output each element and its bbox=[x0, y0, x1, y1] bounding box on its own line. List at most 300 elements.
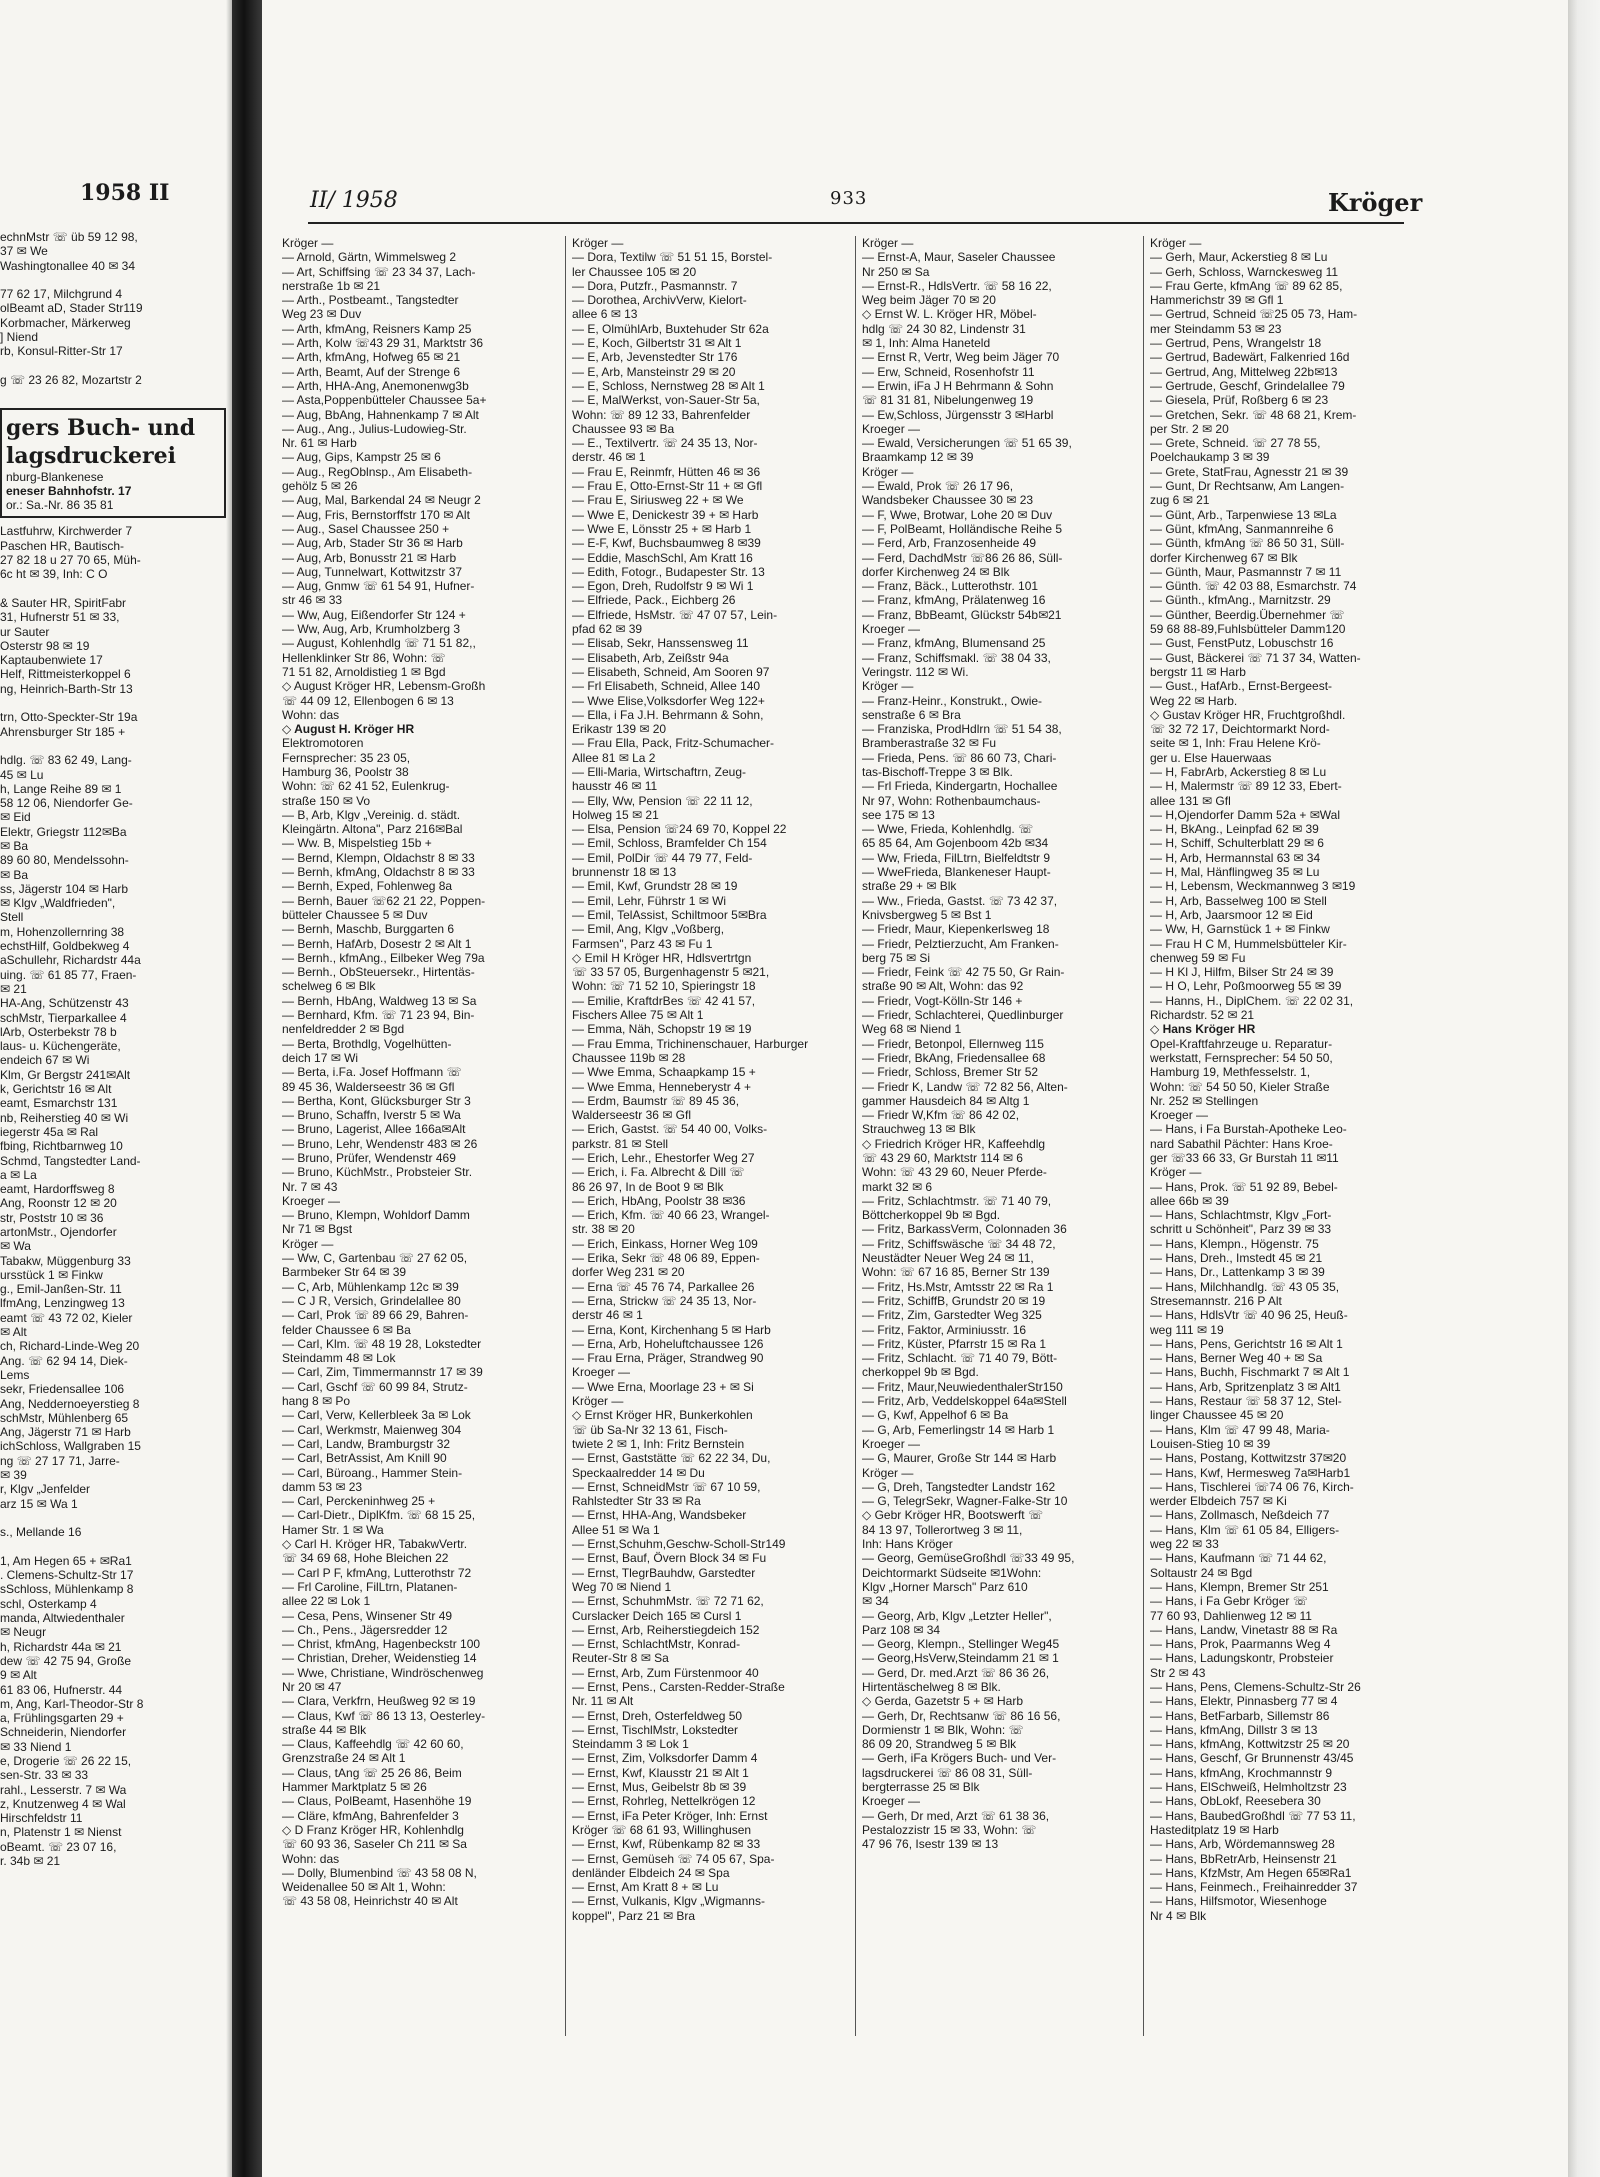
directory-entry: — Ella, i Fa J.H. Behrmann & Sohn, bbox=[572, 707, 764, 722]
directory-entry: 27 82 18 u 27 70 65, Müh- bbox=[0, 553, 141, 568]
directory-entry: — Fritz, Maur,NeuwiedenthalerStr150 bbox=[862, 1379, 1063, 1394]
directory-entry: see 175 ✉ 13 bbox=[862, 807, 935, 822]
page-number: 933 bbox=[830, 188, 868, 209]
directory-entry: — Hans, kfmAng, Kottwitzstr 25 ✉ 20 bbox=[1150, 1737, 1350, 1752]
directory-entry: Nr 250 ✉ Sa bbox=[862, 264, 930, 279]
directory-entry: — Hans, ObLokf, Reesebera 30 bbox=[1150, 1794, 1321, 1809]
directory-entry: — Hans, Landw, Vinetastr 88 ✉ Ra bbox=[1150, 1622, 1338, 1637]
directory-entry: — Ernst, Bauf, Övern Block 34 ✉ Fu bbox=[572, 1551, 767, 1566]
directory-entry: bütteler Chaussee 5 ✉ Duv bbox=[282, 907, 428, 922]
directory-entry: — Günth., kfmAng., Marnitzstr. 29 bbox=[1150, 593, 1331, 608]
directory-entry: derstr. 46 ✉ 1 bbox=[572, 450, 646, 465]
directory-entry: ◇ Gustav Kröger HR, Fruchtgroßhdl. bbox=[1150, 707, 1346, 722]
directory-entry: — Arth, Kolw ☏43 29 31, Marktstr 36 bbox=[282, 336, 484, 351]
directory-entry: — Bernh, kfmAng, Oldachstr 8 ✉ 33 bbox=[282, 865, 475, 880]
directory-entry: — Carl, Zim, Timmermannstr 17 ✉ 39 bbox=[282, 1365, 483, 1380]
directory-entry: straße 150 ✉ Vo bbox=[282, 793, 371, 808]
directory-entry: ☏ üb Sa-Nr 32 13 61, Fisch- bbox=[572, 1422, 728, 1437]
directory-entry: ☏ 43 29 60, Marktstr 114 ✉ 6 bbox=[862, 1151, 1023, 1165]
directory-entry: Hamburg 19, Methfesselstr. 1, bbox=[1150, 1065, 1311, 1080]
directory-entry: — Erika, Sekr ☏ 48 06 89, Eppen- bbox=[572, 1251, 760, 1266]
directory-entry: ◇ Ernst W. L. Kröger HR, Möbel- bbox=[862, 307, 1037, 322]
directory-entry bbox=[0, 387, 226, 401]
directory-entry: — H, Mal, Hänflingweg 35 ✉ Lu bbox=[1150, 865, 1320, 880]
directory-entry: — Wwe Elise,Volksdorfer Weg 122+ bbox=[572, 693, 765, 708]
directory-entry: — Christ, kfmAng, Hagenbeckstr 100 bbox=[282, 1637, 481, 1652]
left-page-column bbox=[0, 230, 226, 1868]
directory-entry: — Gertrude, Geschf, Grindelallee 79 bbox=[1150, 378, 1345, 393]
directory-entry: Inh: Hans Kröger bbox=[862, 1537, 953, 1552]
directory-entry: — Erich, Lehr., Ehestorfer Weg 27 bbox=[572, 1151, 755, 1165]
directory-entry: Böttcherkoppel 9b ✉ Bgd. bbox=[862, 1208, 1001, 1223]
directory-column-2 bbox=[572, 236, 840, 1923]
directory-entry: — Hans, Ladungskontr, Probsteier bbox=[1150, 1651, 1334, 1666]
directory-entry: Klgv „Horner Marsch" Parz 610 bbox=[862, 1579, 1028, 1594]
directory-entry: — Elly, Ww, Pension ☏ 22 11 12, bbox=[572, 793, 753, 808]
directory-entry: — H,Ojendorfer Damm 52a + ✉Wal bbox=[1150, 807, 1341, 822]
directory-entry: — Hans, Postang, Kottwitzstr 37✉20 bbox=[1150, 1451, 1347, 1466]
directory-entry: 58 12 06, Niendorfer Ge- bbox=[0, 796, 133, 811]
directory-entry: — Ernst, Vulkanis, Klgv „Wigmanns- bbox=[572, 1894, 765, 1909]
surname-heading: Kröger — bbox=[862, 1465, 914, 1480]
directory-entry: — H Kl J, Hilfm, Bilser Str 24 ✉ 39 bbox=[1150, 965, 1334, 980]
directory-entry: Lems bbox=[0, 1367, 30, 1382]
directory-entry: — Ww. B, Mispelstieg 15b + bbox=[282, 836, 432, 851]
ad-title: gers Buch- und bbox=[6, 414, 196, 441]
directory-entry: lfmAng, Lenzingweg 13 bbox=[0, 1296, 125, 1311]
directory-entry: straße 44 ✉ Blk bbox=[282, 1722, 367, 1737]
surname-heading: Kröger — bbox=[862, 679, 914, 694]
directory-entry: — Gust, Bäckerei ☏ 71 37 34, Watten- bbox=[1150, 650, 1361, 665]
directory-entry: nard Sabathil Pächter: Hans Kroe- bbox=[1150, 1136, 1333, 1151]
directory-entry: — G, Arb, Femerlingstr 14 ✉ Harb 1 bbox=[862, 1422, 1055, 1437]
directory-entry: straße 29 + ✉ Blk bbox=[862, 879, 957, 894]
directory-entry: — E, Arb, Jevenstedter Str 176 bbox=[572, 350, 738, 365]
directory-entry: — Clara, Verkfrn, Heußweg 92 ✉ 19 bbox=[282, 1694, 476, 1709]
directory-entry: ler Chaussee 105 ✉ 20 bbox=[572, 264, 697, 279]
directory-entry: ✉ Alt bbox=[0, 1325, 27, 1340]
directory-entry: ✉ Ba bbox=[0, 838, 29, 853]
directory-entry bbox=[0, 1511, 226, 1525]
directory-entry: — Gerh, Dr med, Arzt ☏ 61 38 36, bbox=[862, 1808, 1050, 1823]
directory-entry: — Wwe Emma, Henneberystr 4 + bbox=[572, 1079, 752, 1094]
directory-entry: Klm, Gr Bergstr 241✉Alt bbox=[0, 1067, 131, 1082]
directory-entry: — Gust, FenstPutz, Lobuschstr 16 bbox=[1150, 636, 1334, 651]
directory-entry bbox=[0, 359, 226, 373]
directory-entry: trn, Otto-Speckter-Str 19a bbox=[0, 710, 138, 725]
directory-entry: Veringstr. 112 ✉ Wi. bbox=[862, 664, 969, 679]
directory-entry: — Carl, BetrAssist, Am Knill 90 bbox=[282, 1451, 447, 1466]
directory-entry: Wohn: ☏ 71 52 10, Spieringstr 18 bbox=[572, 979, 756, 994]
directory-entry: — Wwe Emma, Schaapkamp 15 + bbox=[572, 1065, 756, 1080]
directory-entry: allee 22 ✉ Lok 1 bbox=[282, 1594, 371, 1609]
directory-entry: . Clemens-Schultz-Str 17 bbox=[0, 1568, 134, 1583]
directory-entry: — Hans, Elektr, Pinnasberg 77 ✉ 4 bbox=[1150, 1694, 1338, 1709]
directory-entry: — H, Arb, Basselweg 100 ✉ Stell bbox=[1150, 893, 1327, 908]
directory-entry: — Arth, HHA-Ang, Anemonenwg3b bbox=[282, 378, 469, 393]
directory-entry: — Gust., HafArb., Ernst-Bergeest- bbox=[1150, 679, 1333, 694]
directory-entry: — Friedr, Schloss, Bremer Str 52 bbox=[862, 1065, 1039, 1080]
directory-entry: seite ✉ 1, Inh: Frau Helene Krö- bbox=[1150, 736, 1321, 751]
directory-entry: — Fritz, Faktor, Arminiusstr. 16 bbox=[862, 1322, 1027, 1337]
directory-entry: — Dorothea, ArchivVerw, Kielort- bbox=[572, 293, 747, 308]
directory-entry: HA-Ang, Schützenstr 43 bbox=[0, 996, 129, 1011]
directory-entry: Kaptaubenwiete 17 bbox=[0, 653, 103, 668]
directory-entry: eamt, Esmarchstr 131 bbox=[0, 1096, 118, 1111]
directory-entry: — Erna, Arb, Hoheluftchaussee 126 bbox=[572, 1336, 764, 1351]
directory-entry: — Giesela, Prüf, Roßberg 6 ✉ 23 bbox=[1150, 393, 1329, 408]
directory-entry: — C J R, Versich, Grindelallee 80 bbox=[282, 1293, 461, 1308]
directory-entry: ◇ Gebr Kröger HR, Bootswerft ☏ bbox=[862, 1508, 1043, 1523]
directory-entry: — Claus, tAng ☏ 25 26 86, Beim bbox=[282, 1765, 462, 1780]
directory-entry: damm 53 ✉ 23 bbox=[282, 1479, 363, 1494]
directory-entry: ✉ Wa bbox=[0, 1239, 31, 1254]
directory-entry: aSchullehr, Richardstr 44a bbox=[0, 953, 141, 968]
directory-entry: — Carl P F, kfmAng, Lutterothstr 72 bbox=[282, 1565, 472, 1580]
directory-entry: — Cläre, kfmAng, Bahrenfelder 3 bbox=[282, 1808, 459, 1823]
directory-entry: senstraße 6 ✉ Bra bbox=[862, 707, 961, 722]
directory-entry: — WweFrieda, Blankeneser Haupt- bbox=[862, 865, 1051, 880]
directory-entry: — Eddie, MaschSchl, Am Kratt 16 bbox=[572, 550, 753, 565]
directory-entry: — Hans, BbRetrArb, Heinsenstr 21 bbox=[1150, 1851, 1337, 1866]
directory-entry: — Bernhard, Kfm. ☏ 71 23 94, Bin- bbox=[282, 1008, 475, 1023]
directory-entry: — Hans, HdlsVtr ☏ 40 96 25, Heuß- bbox=[1150, 1308, 1348, 1323]
directory-entry: — Ernst, Kwf, Klausstr 21 ✉ Alt 1 bbox=[572, 1765, 749, 1780]
directory-entry: — Bruno, Schaffn, Iverstr 5 ✉ Wa bbox=[282, 1108, 461, 1123]
directory-entry: — Aug, Tunnelwart, Kottwitzstr 37 bbox=[282, 564, 463, 579]
directory-entry: — Frau E, Otto-Ernst-Str 11 + ✉ Gfl bbox=[572, 479, 763, 494]
directory-entry: allee 66b ✉ 39 bbox=[1150, 1193, 1229, 1208]
directory-entry: — Wwe E, Lönsstr 25 + ✉ Harb 1 bbox=[572, 521, 752, 536]
directory-entry: Rahlstedter Str 33 ✉ Ra bbox=[572, 1494, 701, 1509]
directory-entry: 45 ✉ Lu bbox=[0, 767, 44, 782]
directory-entry: — Claus, Kwf ☏ 86 13 13, Oesterley- bbox=[282, 1708, 486, 1723]
directory-entry: — Hans, Hilfsmotor, Wiesenhoge bbox=[1150, 1894, 1327, 1909]
directory-entry: ng ☏ 27 17 71, Jarre- bbox=[0, 1453, 120, 1468]
directory-entry: — Hans, ElSchweiß, Helmholtzstr 23 bbox=[1150, 1780, 1347, 1795]
directory-entry: — Ew,Schloss, Jürgensstr 3 ✉Harbl bbox=[862, 407, 1054, 422]
directory-entry: Korbmacher, Märkerweg bbox=[0, 315, 131, 330]
directory-entry: — Hans, Klempn., Högenstr. 75 bbox=[1150, 1236, 1319, 1251]
directory-entry: — Carl, Gschf ☏ 60 99 84, Strutz- bbox=[282, 1379, 468, 1394]
directory-entry: Wandsbeker Chaussee 30 ✉ 23 bbox=[862, 493, 1034, 508]
directory-entry: — Friedr, Pelztierzucht, Am Franken- bbox=[862, 936, 1059, 951]
directory-entry: ✉ Klgv „Waldfrieden", bbox=[0, 896, 116, 911]
directory-entry: — Ernst, Mus, Geibelstr 8b ✉ 39 bbox=[572, 1780, 747, 1795]
directory-entry: schelweg 6 ✉ Blk bbox=[282, 979, 376, 994]
directory-entry: — Cesa, Pens, Winsener Str 49 bbox=[282, 1608, 453, 1623]
directory-entry: — Hans, Berner Weg 40 + ✉ Sa bbox=[1150, 1351, 1323, 1366]
directory-entry: — Erna, Kont, Kirchenhang 5 ✉ Harb bbox=[572, 1322, 771, 1337]
directory-entry: — Claus, PolBeamt, Hasenhöhe 19 bbox=[282, 1794, 472, 1809]
directory-entry: ✉ 39 bbox=[0, 1468, 27, 1483]
directory-entry: — Gertrud, Schneid ☏25 05 73, Ham- bbox=[1150, 307, 1358, 322]
directory-entry: berg 75 ✉ Si bbox=[862, 950, 931, 965]
surname-heading: Kroeger — bbox=[862, 622, 921, 637]
page-header-right: Kröger bbox=[1328, 188, 1423, 217]
directory-entry: — Ww., Frieda, Gastst. ☏ 73 42 37, bbox=[862, 893, 1058, 908]
directory-entry: dorfer Kirchenweg 24 ✉ Blk bbox=[862, 564, 1010, 579]
directory-entry: Holweg 15 ✉ 21 bbox=[572, 807, 659, 822]
directory-entry: — Hans, kfmAng, Krochmannstr 9 bbox=[1150, 1765, 1333, 1780]
directory-entry: Nr 4 ✉ Blk bbox=[1150, 1908, 1207, 1923]
directory-entry: — Carl, Perckeninhweg 25 + bbox=[282, 1494, 436, 1509]
directory-entry: Nr. 11 ✉ Alt bbox=[572, 1694, 634, 1709]
directory-entry: parkstr. 81 ✉ Stell bbox=[572, 1136, 669, 1151]
directory-entry: — H O, Lehr, Poßmoorweg 55 ✉ 39 bbox=[1150, 979, 1342, 994]
directory-entry: schritt u Schönheit", Parz 39 ✉ 33 bbox=[1150, 1222, 1332, 1237]
surname-heading: Kroeger — bbox=[1150, 1108, 1209, 1123]
directory-entry: — Erich, Gastst. ☏ 54 40 00, Volks- bbox=[572, 1122, 768, 1137]
directory-entry: — Hans, Schlachtmstr, Klgv „Fort- bbox=[1150, 1208, 1332, 1223]
directory-entry: dorfer Kirchenweg 67 ✉ Blk bbox=[1150, 550, 1298, 565]
directory-entry: — Hans, Dreh., Imstedt 45 ✉ 21 bbox=[1150, 1251, 1323, 1266]
directory-entry: — Christian, Dreher, Weidenstieg 14 bbox=[282, 1651, 477, 1666]
directory-entry: — Hans, Tischlerei ☏74 06 76, Kirch- bbox=[1150, 1479, 1354, 1494]
directory-entry: — Emil, Ang, Klgv „Voßberg, bbox=[572, 922, 725, 937]
directory-entry: — Ernst,Schuhm,Geschw-Scholl-Str149 bbox=[572, 1537, 786, 1552]
left-page-header: 1958 II bbox=[80, 180, 170, 206]
directory-entry: m, Hohenzollernring 38 bbox=[0, 924, 125, 939]
directory-entry: — Aug, Fris, Bernstorffstr 170 ✉ Alt bbox=[282, 507, 470, 522]
directory-entry: ✉ Eid bbox=[0, 810, 31, 825]
directory-entry: ◇ Carl H. Kröger HR, TabakwVertr. bbox=[282, 1537, 468, 1552]
directory-entry: — Ww, Aug, Eißendorfer Str 124 + bbox=[282, 607, 466, 622]
directory-entry: — G, Dreh, Tangstedter Landstr 162 bbox=[862, 1479, 1056, 1494]
directory-entry: — Ch., Pens., Jägersredder 12 bbox=[282, 1622, 448, 1637]
directory-entry: sen-Str. 33 ✉ 33 bbox=[0, 1768, 89, 1783]
directory-entry: ur Sauter bbox=[0, 624, 50, 639]
directory-entry: eamt, Hardorffsweg 8 bbox=[0, 1182, 115, 1197]
directory-entry: — Aug., Ang., Julius-Ludowieg-Str. bbox=[282, 421, 467, 436]
directory-entry: Dormienstr 1 ✉ Blk, Wohn: ☏ bbox=[862, 1722, 1024, 1737]
directory-entry: — Ernst, Am Kratt 8 + ✉ Lu bbox=[572, 1880, 719, 1895]
directory-entry: olBeamt aD, Stader Str119 bbox=[0, 301, 143, 316]
directory-entry: ◇ Ernst Kröger HR, Bunkerkohlen bbox=[572, 1408, 753, 1423]
directory-entry: — Fritz, Schlachtmstr. ☏ 71 40 79, bbox=[862, 1193, 1052, 1208]
directory-entry: z, Knutzenweg 4 ✉ Wal bbox=[0, 1796, 126, 1811]
directory-entry: — Hans, Prok. ☏ 51 92 89, Bebel- bbox=[1150, 1179, 1338, 1194]
directory-entry: — H, Schiff, Schulterblatt 29 ✉ 6 bbox=[1150, 836, 1324, 851]
directory-entry: — Frieda, Pens. ☏ 86 60 73, Chari- bbox=[862, 750, 1057, 765]
directory-entry: — Fritz, Zim, Garstedter Weg 325 bbox=[862, 1308, 1042, 1323]
surname-heading: Kröger — bbox=[862, 236, 914, 250]
directory-entry: — Gretchen, Sekr. ☏ 48 68 21, Krem- bbox=[1150, 407, 1357, 422]
directory-entry: Hirschfeldstr 11 bbox=[0, 1811, 83, 1826]
directory-entry: ☏ 33 57 05, Burgenhagenstr 5 ✉21, bbox=[572, 965, 770, 980]
printer-advertisement bbox=[0, 408, 226, 519]
directory-entry: — Gerh, Maur, Ackerstieg 8 ✉ Lu bbox=[1150, 250, 1328, 265]
directory-entry: Wohn: das bbox=[282, 1851, 340, 1866]
directory-entry: — Aug, Mal, Barkendal 24 ✉ Neugr 2 bbox=[282, 493, 481, 508]
directory-entry: — C, Arb, Mühlenkamp 12c ✉ 39 bbox=[282, 1279, 459, 1294]
directory-entry: Elektr, Griegstr 112✉Ba bbox=[0, 824, 127, 839]
directory-entry: Strauchweg 13 ✉ Blk bbox=[862, 1122, 976, 1137]
directory-entry: — Claus, Kaffeehdlg ☏ 42 60 60, bbox=[282, 1737, 464, 1752]
directory-entry: — Hans, kfmAng, Dillstr 3 ✉ 13 bbox=[1150, 1722, 1318, 1737]
directory-entry: Weg 22 ✉ Harb. bbox=[1150, 693, 1238, 708]
directory-entry: — Erich, Kfm. ☏ 40 66 23, Wrangel- bbox=[572, 1208, 770, 1223]
directory-entry: — B, Arb, Klgv „Vereinig. d. städt. bbox=[282, 807, 461, 822]
directory-entry bbox=[0, 696, 226, 710]
directory-entry: — Georg, Klempn., Stellinger Weg45 bbox=[862, 1637, 1060, 1652]
directory-entry: — Bertha, Kont, Glücksburger Str 3 bbox=[282, 1093, 471, 1108]
directory-entry: — E, Koch, Gilbertstr 31 ✉ Alt 1 bbox=[572, 336, 742, 351]
directory-entry: uing. ☏ 61 85 77, Fraen- bbox=[0, 967, 137, 982]
directory-entry: — Hans, Buchh, Fischmarkt 7 ✉ Alt 1 bbox=[1150, 1365, 1350, 1380]
directory-entry: dew ☏ 42 75 94, Große bbox=[0, 1653, 132, 1668]
directory-entry: Reuter-Str 8 ✉ Sa bbox=[572, 1651, 669, 1666]
directory-entry: — Hans, Kaufmann ☏ 71 44 62, bbox=[1150, 1551, 1327, 1566]
directory-entry: Ang. ☏ 62 94 14, Diek- bbox=[0, 1353, 128, 1368]
directory-entry: — Bruno, Klempn, Wohldorf Damm bbox=[282, 1208, 470, 1223]
directory-entry: — H, FabrArb, Ackerstieg 8 ✉ Lu bbox=[1150, 764, 1327, 779]
directory-entry: — Gerh, Schloss, Warnckesweg 11 bbox=[1150, 264, 1339, 279]
directory-entry: — Frau E, Siriusweg 22 + ✉ We bbox=[572, 493, 744, 508]
directory-entry: Wohn: das bbox=[282, 707, 340, 722]
directory-entry: — Arth, kfmAng, Hofweg 65 ✉ 21 bbox=[282, 350, 461, 365]
directory-entry: — Carl, Klm. ☏ 48 19 28, Lokstedter bbox=[282, 1336, 482, 1351]
directory-entry bbox=[0, 1540, 226, 1554]
directory-entry: — Hans, Pens, Gerichtstr 16 ✉ Alt 1 bbox=[1150, 1336, 1343, 1351]
directory-entry: ☏ 81 31 81, Nibelungenweg 19 bbox=[862, 393, 1034, 408]
directory-entry: nerstraße 1b ✉ 21 bbox=[282, 278, 381, 293]
surname-heading: Kröger — bbox=[572, 1394, 624, 1409]
directory-entry: Weg beim Jäger 70 ✉ 20 bbox=[862, 293, 996, 308]
directory-entry: Bramberastraße 32 ✉ Fu bbox=[862, 736, 997, 751]
directory-entry: Schmd, Tangstedter Land- bbox=[0, 1153, 141, 1168]
directory-entry: — Wwe, Frieda, Kohlenhdlg. ☏ bbox=[862, 822, 1034, 837]
directory-entry: Chaussee 119b ✉ 28 bbox=[572, 1050, 686, 1065]
directory-entry: — Hans, Arb, Wördemannsweg 28 bbox=[1150, 1837, 1335, 1852]
directory-entry: hdlg ☏ 24 30 82, Lindenstr 31 bbox=[862, 321, 1026, 336]
directory-entry: — E, Schloss, Nernstweg 28 ✉ Alt 1 bbox=[572, 378, 765, 393]
directory-entry: — Dora, Textilw ☏ 51 51 15, Borstel- bbox=[572, 250, 773, 265]
directory-entry: — Franziska, ProdHdlrn ☏ 51 54 38, bbox=[862, 722, 1062, 737]
directory-entry: — Elsa, Pension ☏24 69 70, Koppel 22 bbox=[572, 822, 787, 837]
directory-entry: — Erich, HbAng, Poolstr 38 ✉36 bbox=[572, 1193, 746, 1208]
surname-heading: Kroeger — bbox=[282, 1193, 341, 1208]
directory-entry: — Ferd, Arb, Franzosenheide 49 bbox=[862, 536, 1037, 551]
directory-entry: — Ernst, SchlachtMstr, Konrad- bbox=[572, 1637, 741, 1652]
directory-entry: — Ernst-R., HdlsVertr. ☏ 58 16 22, bbox=[862, 278, 1052, 293]
directory-entry: — Frl Caroline, FilLtrn, Platanen- bbox=[282, 1579, 458, 1594]
directory-entry: str 46 ✉ 33 bbox=[282, 593, 343, 608]
directory-entry: ◇ August Kröger HR, Lebensm-Großh bbox=[282, 679, 486, 694]
directory-entry: — Grete, Schneid. ☏ 27 78 55, bbox=[1150, 436, 1321, 451]
directory-entry: — Elfriede, HsMstr. ☏ 47 07 57, Lein- bbox=[572, 607, 778, 622]
directory-entry: Weg 70 ✉ Niend 1 bbox=[572, 1579, 672, 1594]
directory-entry: gehölz 5 ✉ 26 bbox=[282, 479, 358, 494]
book-gutter bbox=[232, 0, 262, 2177]
directory-entry: laus- u. Küchengeräte, bbox=[0, 1039, 121, 1054]
directory-entry: a ✉ La bbox=[0, 1167, 37, 1182]
ad-detail: eneser Bahnhofstr. 17 bbox=[6, 483, 132, 498]
directory-entry: — Fritz, Arb, Veddelskoppel 64a✉Stell bbox=[862, 1394, 1067, 1409]
directory-entry: — Emil, Kwf, Grundstr 28 ✉ 19 bbox=[572, 879, 738, 894]
directory-entry: 47 96 76, Isestr 139 ✉ 13 bbox=[862, 1837, 999, 1852]
directory-entry: — Erna, Strickw ☏ 24 35 13, Nor- bbox=[572, 1293, 757, 1308]
directory-entry: — Georg,HsVerw,Steindamm 21 ✉ 1 bbox=[862, 1651, 1059, 1666]
directory-entry: ☏ 32 72 17, Deichtormarkt Nord- bbox=[1150, 722, 1330, 737]
header-rule bbox=[308, 222, 1404, 224]
directory-entry: — Gertrud, Badewärt, Falkenried 16d bbox=[1150, 350, 1350, 365]
directory-entry: — Frau Emma, Trichinenschauer, Harburger bbox=[572, 1036, 809, 1051]
directory-entry: & Sauter HR, SpiritFabr bbox=[0, 595, 127, 610]
directory-entry: allee 6 ✉ 13 bbox=[572, 307, 638, 322]
directory-entry: — Hans, KfzMstr, Am Hegen 65✉Ra1 bbox=[1150, 1865, 1352, 1880]
directory-entry: — Ernst, Rohrleg, Nettelkrögen 12 bbox=[572, 1794, 756, 1809]
directory-entry: — Ernst, Pens., Carsten-Redder-Straße bbox=[572, 1679, 785, 1694]
directory-entry: chenweg 59 ✉ Fu bbox=[1150, 950, 1246, 965]
directory-entry: — Franz, kfmAng, Blumensand 25 bbox=[862, 636, 1046, 651]
directory-entry: — Dolly, Blumenbind ☏ 43 58 08 N, bbox=[282, 1865, 477, 1880]
directory-entry: — Erich, i. Fa. Albrecht & Dill ☏ bbox=[572, 1165, 745, 1180]
directory-entry: Tabakw, Müggenburg 33 bbox=[0, 1253, 131, 1268]
directory-entry: — Fritz, Schlacht. ☏ 71 40 79, Bött- bbox=[862, 1351, 1058, 1366]
directory-entry: werder Elbdeich 757 ✉ Ki bbox=[1150, 1494, 1287, 1509]
directory-entry: markt 32 ✉ 6 bbox=[862, 1179, 933, 1194]
directory-entry: — Hans, BaubedGroßhdl ☏ 77 53 11, bbox=[1150, 1808, 1356, 1823]
directory-entry: m, Ang, Karl-Theodor-Str 8 bbox=[0, 1696, 144, 1711]
directory-entry: Hamburg 36, Poolstr 38 bbox=[282, 764, 409, 779]
directory-entry: Wohn: ☏ 43 29 60, Neuer Pferde- bbox=[862, 1165, 1047, 1180]
directory-entry: ch, Richard-Linde-Weg 20 bbox=[0, 1339, 140, 1354]
directory-entry: — Ernst, Dreh, Osterfeldweg 50 bbox=[572, 1708, 743, 1723]
directory-entry: Wohn: ☏ 62 41 52, Eulenkrug- bbox=[282, 779, 450, 794]
directory-entry: — Ww, C, Gartenbau ☏ 27 62 05, bbox=[282, 1251, 468, 1266]
directory-entry: — Elisabeth, Arb, Zeißstr 94a bbox=[572, 650, 729, 665]
directory-entry: 6c ht ✉ 39, Inh: C O bbox=[0, 567, 108, 582]
ad-title: lagsdruckerei bbox=[6, 442, 176, 469]
directory-entry: denländer Elbdeich 24 ✉ Spa bbox=[572, 1865, 730, 1880]
directory-entry: Poelchaukamp 3 ✉ 39 bbox=[1150, 450, 1270, 465]
directory-entry: — Wwe E, Denickestr 39 + ✉ Harb bbox=[572, 507, 759, 522]
directory-entry: — Friedr K, Landw ☏ 72 82 56, Alten- bbox=[862, 1079, 1068, 1094]
directory-entry: — Carl, Werkmstr, Maienweg 304 bbox=[282, 1422, 462, 1437]
directory-entry: artonMstr., Ojendorfer bbox=[0, 1225, 117, 1239]
directory-entry: nenfeldredder 2 ✉ Bgd bbox=[282, 1022, 405, 1037]
directory-entry: 31, Hufnerstr 51 ✉ 33, bbox=[0, 610, 120, 625]
directory-entry: — Günt, kfmAng, Sanmannreihe 6 bbox=[1150, 521, 1334, 536]
directory-entry: — Hanns, H., DiplChem. ☏ 22 02 31, bbox=[1150, 993, 1354, 1008]
directory-entry: bergterrasse 25 ✉ Blk bbox=[862, 1780, 980, 1795]
directory-entry: — Friedr, BkAng, Friedensallee 68 bbox=[862, 1050, 1046, 1065]
directory-entry: weg 111 ✉ 19 bbox=[1150, 1322, 1224, 1337]
directory-entry: — Wwe, Christiane, Windröschenweg bbox=[282, 1665, 484, 1680]
directory-entry: ng, Heinrich-Barth-Str 13 bbox=[0, 681, 133, 696]
directory-entry: — Gertrud, Pens, Wrangelstr 18 bbox=[1150, 336, 1322, 351]
directory-entry: cherkoppel 9b ✉ Bgd. bbox=[862, 1365, 979, 1380]
directory-entry: ◇ Hans Kröger HR bbox=[1150, 1022, 1256, 1037]
directory-entry: — Hans, Kwf, Hermesweg 7a✉Harb1 bbox=[1150, 1465, 1351, 1480]
directory-entry: — Ww, Frieda, FilLtrn, Bielfeldtstr 9 bbox=[862, 850, 1051, 865]
directory-entry: eamt ☏ 43 72 02, Kieler bbox=[0, 1310, 133, 1325]
directory-entry: Chaussee 93 ✉ Ba bbox=[572, 421, 675, 436]
directory-entry: iegerstr 45a ✉ Ral bbox=[0, 1124, 99, 1139]
directory-entry: — Ernst, HHA-Ang, Wandsbeker bbox=[572, 1508, 747, 1523]
directory-entry: — Ernst, Arb, Reiherstiegdeich 152 bbox=[572, 1622, 760, 1637]
directory-entry: — Wwe Erna, Moorlage 23 + ✉ Si bbox=[572, 1379, 754, 1394]
directory-entry: ✉ 33 Niend 1 bbox=[0, 1739, 72, 1754]
directory-entry: Parz 108 ✉ 34 bbox=[862, 1622, 941, 1637]
directory-entry: — Fritz, Schiffswäsche ☏ 34 48 72, bbox=[862, 1236, 1056, 1251]
directory-entry: — Ernst, SchuhmMstr. ☏ 72 71 62, bbox=[572, 1594, 764, 1609]
directory-entry: 1, Am Hegen 65 + ✉Ra1 bbox=[0, 1553, 132, 1568]
directory-entry: Stresemannstr. 216 P Alt bbox=[1150, 1293, 1282, 1308]
directory-entry: Hellenklinker Str 86, Wohn: ☏ bbox=[282, 650, 446, 665]
directory-entry: lagsdruckerei ☏ 86 08 31, Süll- bbox=[862, 1765, 1033, 1780]
